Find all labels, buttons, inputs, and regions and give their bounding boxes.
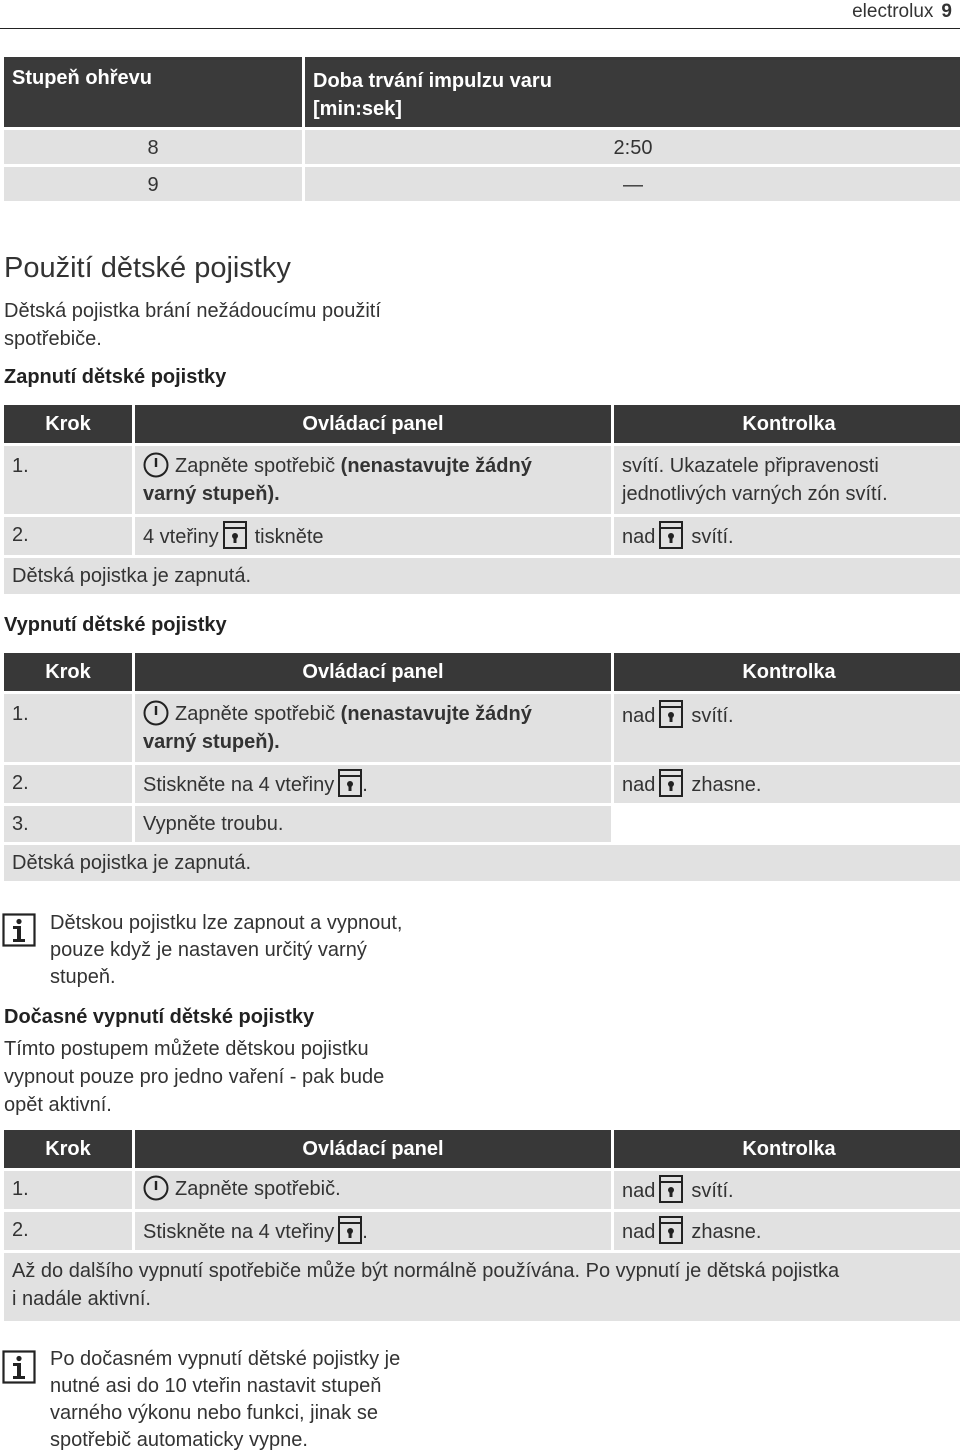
heat-level-cell: 9 [4, 167, 302, 201]
panel-cell: Vypněte troubu. [135, 806, 611, 842]
panel-cell: Zapněte spotřebič. [135, 1171, 611, 1209]
table-row [4, 1171, 960, 1209]
page-number: 9 [941, 1, 952, 22]
info-icon [2, 913, 36, 947]
step-cell: 1. [4, 446, 132, 514]
col-step: Krok [4, 405, 132, 443]
section-title: Použití dětské pojistky [4, 252, 291, 284]
vypnuti-heading: Vypnutí dětské pojistky [4, 614, 227, 636]
step-cell: 1. [4, 694, 132, 762]
table-row [4, 558, 960, 594]
col-impulse-duration: Doba trvání impulzu varu [min:sek] [305, 57, 960, 127]
child-lock-icon [659, 521, 683, 549]
indicator-cell-empty [614, 806, 960, 842]
child-lock-icon [659, 700, 683, 728]
table-row [4, 1253, 960, 1321]
step-cell: 2. [4, 1212, 132, 1250]
panel-cell: 4 vteřiny tiskněte [135, 517, 611, 555]
duration-cell: 2:50 [305, 130, 960, 164]
table-row [4, 694, 960, 762]
col-indicator: Kontrolka [614, 405, 960, 443]
table-row [4, 1212, 960, 1250]
col-step: Krok [4, 653, 132, 691]
col-panel: Ovládací panel [135, 653, 611, 691]
duration-cell: — [305, 167, 960, 201]
col-indicator: Kontrolka [614, 1130, 960, 1168]
docasne-heading: Dočasné vypnutí dětské pojistky [4, 1006, 315, 1028]
panel-cell: Zapněte spotřebič (nenastavujte žádný varný stupeň). [135, 446, 611, 514]
table-row [4, 167, 960, 201]
page-header [852, 0, 960, 26]
info-icon [2, 1350, 36, 1384]
col-panel: Ovládací panel [135, 405, 611, 443]
panel-cell: Stiskněte na 4 vteřiny . [135, 765, 611, 803]
heat-level-cell: 8 [4, 130, 302, 164]
header-rule [0, 28, 960, 29]
zapnuti-heading: Zapnutí dětské pojistky [4, 366, 227, 388]
panel-cell: Zapněte spotřebič (nenastavujte žádný varný stupeň). [135, 694, 611, 762]
status-cell: Dětská pojistka je zapnutá. [4, 845, 960, 881]
table-row [4, 517, 960, 555]
table-row [4, 130, 960, 164]
step-cell: 3. [4, 806, 132, 842]
brand-name: electrolux [852, 1, 934, 22]
indicator-cell: nad zhasne. [614, 1212, 960, 1250]
vypnuti-table [1, 650, 960, 884]
step-cell: 1. [4, 1171, 132, 1209]
panel-cell: Stiskněte na 4 vteřiny . [135, 1212, 611, 1250]
child-lock-icon [659, 1216, 683, 1244]
child-lock-icon [338, 1216, 362, 1244]
power-icon [143, 700, 169, 726]
power-icon [143, 452, 169, 478]
child-lock-icon [338, 769, 362, 797]
indicator-cell: nad zhasne. [614, 765, 960, 803]
table-row [4, 806, 960, 842]
table-row [4, 765, 960, 803]
indicator-cell: nad svítí. [614, 517, 960, 555]
child-lock-icon [659, 769, 683, 797]
docasne-intro: Tímto postupem můžete dětskou pojistku vypnout pouze pro jedno vaření - pak bude opět aktivní. [4, 1038, 385, 1116]
indicator-cell: nad svítí. [614, 694, 960, 762]
step-cell: 2. [4, 517, 132, 555]
col-panel: Ovládací panel [135, 1130, 611, 1168]
col-indicator: Kontrolka [614, 653, 960, 691]
boil-impulse-table [1, 54, 960, 204]
section-intro: Dětská pojistka brání nežádoucímu použití spotřebiče. [4, 300, 381, 350]
indicator-cell: svítí. Ukazatele připravenosti jednotlivých varných zón svítí. [614, 446, 960, 514]
child-lock-icon [223, 521, 247, 549]
docasne-table [1, 1127, 960, 1324]
power-icon [143, 1175, 169, 1201]
info-note: Po dočasném vypnutí dětské pojistky je nutné asi do 10 vteřin nastavit stupeň varného výkonu nebo funkci, jinak se spotřebič automaticky vypne. [50, 1348, 401, 1451]
step-cell: 2. [4, 765, 132, 803]
child-lock-icon [659, 1175, 683, 1203]
table-row [4, 446, 960, 514]
status-cell: Dětská pojistka je zapnutá. [4, 558, 960, 594]
status-cell: Až do dalšího vypnutí spotřebiče může být normálně používána. Po vypnutí je dětská pojistka i nadále aktivní. [4, 1253, 960, 1321]
zapnuti-table [1, 402, 960, 597]
col-heat-level: Stupeň ohřevu [4, 57, 302, 127]
indicator-cell: nad svítí. [614, 1171, 960, 1209]
col-step: Krok [4, 1130, 132, 1168]
info-note: Dětskou pojistku lze zapnout a vypnout, pouze když je nastaven určitý varný stupeň. [50, 912, 403, 988]
table-row [4, 845, 960, 881]
